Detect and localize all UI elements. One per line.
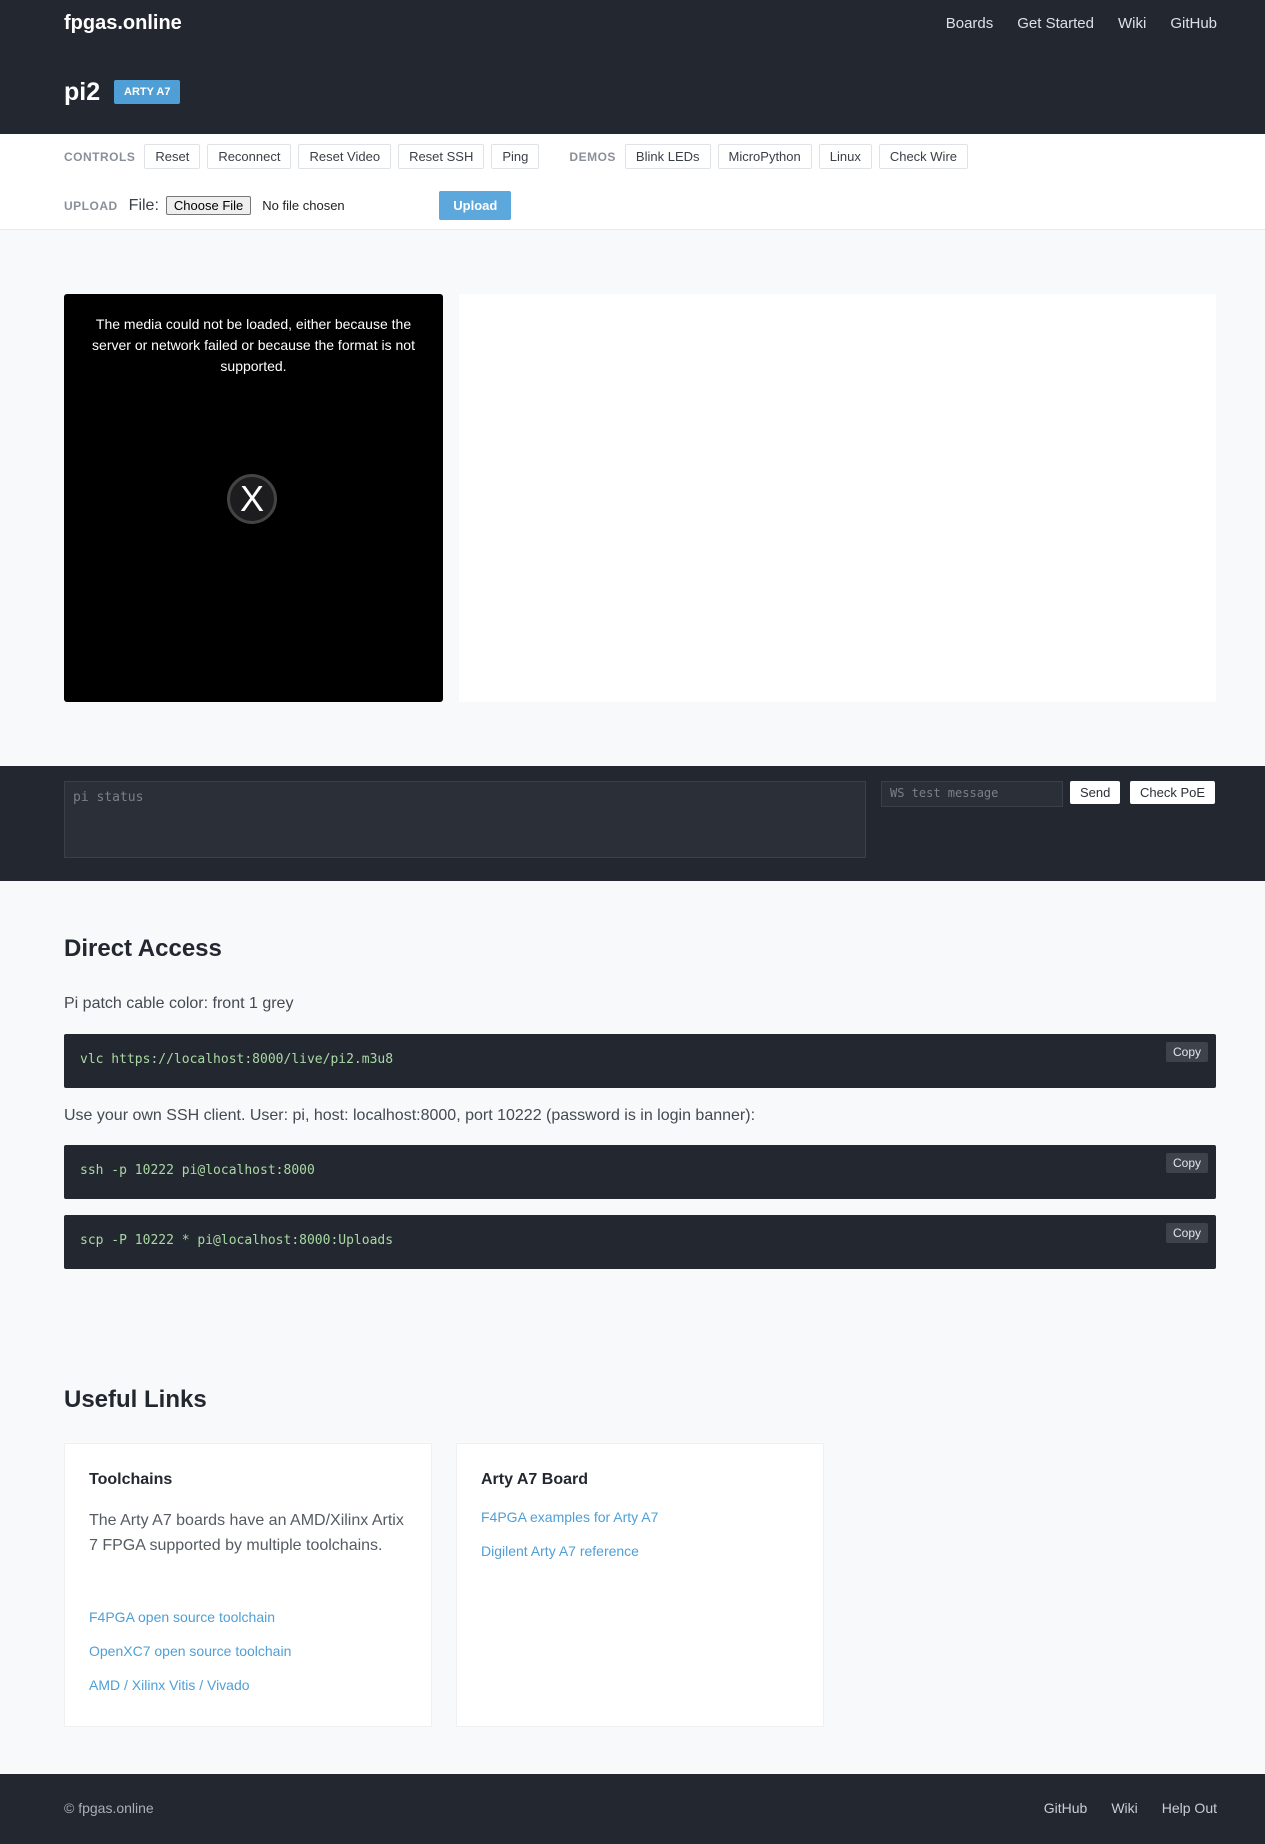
blink-leds-button[interactable]: Blink LEDs	[625, 144, 711, 169]
upload-button[interactable]: Upload	[439, 191, 511, 220]
f4pga-examples-link[interactable]: F4PGA examples for Arty A7	[481, 1509, 659, 1525]
status-band	[0, 766, 1265, 881]
arty-board-title: Arty A7 Board	[481, 1471, 588, 1488]
scp-code-block	[64, 1215, 1216, 1269]
reconnect-button[interactable]: Reconnect	[207, 144, 291, 169]
cable-color-text: Pi patch cable color: front 1 grey	[64, 995, 294, 1012]
board-badge: ARTY A7	[114, 80, 180, 104]
micropython-button[interactable]: MicroPython	[718, 144, 812, 169]
toolchains-card	[64, 1443, 432, 1727]
footer-nav	[1044, 1800, 1217, 1816]
video-player[interactable]	[64, 294, 443, 702]
error-x-icon: X	[227, 474, 277, 524]
upload-row	[64, 191, 511, 220]
reset-button[interactable]: Reset	[144, 144, 200, 169]
footer-help-out-link[interactable]: Help Out	[1161, 1800, 1217, 1816]
nav-github[interactable]: GitHub	[1170, 15, 1217, 32]
controls-bar	[0, 134, 1265, 230]
nav-boards[interactable]: Boards	[945, 15, 994, 32]
check-poe-button[interactable]: Check PoE	[1130, 781, 1215, 804]
ssh-code-block	[64, 1145, 1216, 1199]
ws-message-input[interactable]: WS test message	[881, 781, 1063, 807]
footer-wiki-link[interactable]: Wiki	[1111, 1800, 1138, 1816]
demos-label: DEMOS	[569, 149, 616, 164]
page-title: pi2	[64, 78, 101, 106]
file-label: File:	[128, 196, 159, 214]
send-button[interactable]: Send	[1070, 781, 1120, 804]
useful-links-heading: Useful Links	[64, 1386, 207, 1413]
main-nav	[946, 15, 1217, 32]
f4pga-toolchain-link[interactable]: F4PGA open source toolchain	[89, 1609, 276, 1625]
copyright: © fpgas.online	[64, 1800, 154, 1816]
copy-ssh-button[interactable]: Copy	[1166, 1153, 1208, 1173]
copy-scp-button[interactable]: Copy	[1166, 1223, 1208, 1243]
direct-access-heading: Direct Access	[64, 935, 222, 962]
toolchains-title: Toolchains	[89, 1471, 173, 1488]
openxc7-toolchain-link[interactable]: OpenXC7 open source toolchain	[89, 1643, 292, 1659]
digilent-reference-link[interactable]: Digilent Arty A7 reference	[481, 1543, 639, 1559]
scp-command: scp -P 10222 * pi@localhost:8000:Uploads	[80, 1233, 394, 1248]
reset-ssh-button[interactable]: Reset SSH	[398, 144, 484, 169]
check-wire-button[interactable]: Check Wire	[879, 144, 968, 169]
media-error-message: The media could not be loaded, either because the server or network failed or because the format is not supported.	[92, 316, 415, 374]
toolchains-description: The Arty A7 boards have an AMD/Xilinx Artix 7 FPGA supported by multiple toolchains.	[89, 1512, 404, 1554]
site-header	[0, 0, 1265, 134]
nav-wiki[interactable]: Wiki	[1117, 15, 1147, 32]
vivado-link[interactable]: AMD / Xilinx Vitis / Vivado	[89, 1677, 250, 1693]
choose-file-button[interactable]: Choose File	[166, 196, 251, 215]
site-footer	[0, 1774, 1265, 1844]
vlc-command: vlc https://localhost:8000/live/pi2.m3u8	[80, 1052, 394, 1067]
pi-status-textarea[interactable]: pi status	[64, 781, 866, 858]
brand-logo[interactable]: fpgas.online	[64, 12, 182, 34]
upload-label: UPLOAD	[64, 198, 118, 213]
linux-button[interactable]: Linux	[819, 144, 872, 169]
controls-label: CONTROLS	[64, 149, 136, 164]
controls-row	[64, 144, 968, 169]
vlc-code-block	[64, 1034, 1216, 1088]
arty-board-card	[456, 1443, 824, 1727]
nav-get-started[interactable]: Get Started	[1017, 15, 1094, 32]
terminal-panel[interactable]	[459, 294, 1216, 702]
ping-button[interactable]: Ping	[491, 144, 539, 169]
footer-github-link[interactable]: GitHub	[1043, 1800, 1088, 1816]
copy-vlc-button[interactable]: Copy	[1166, 1042, 1208, 1062]
reset-video-button[interactable]: Reset Video	[298, 144, 391, 169]
ssh-note-text: Use your own SSH client. User: pi, host: localhost:8000, port 10222 (password is in login banner):	[64, 1107, 756, 1124]
ssh-command: ssh -p 10222 pi@localhost:8000	[80, 1163, 315, 1178]
file-status: No file chosen	[262, 198, 345, 213]
